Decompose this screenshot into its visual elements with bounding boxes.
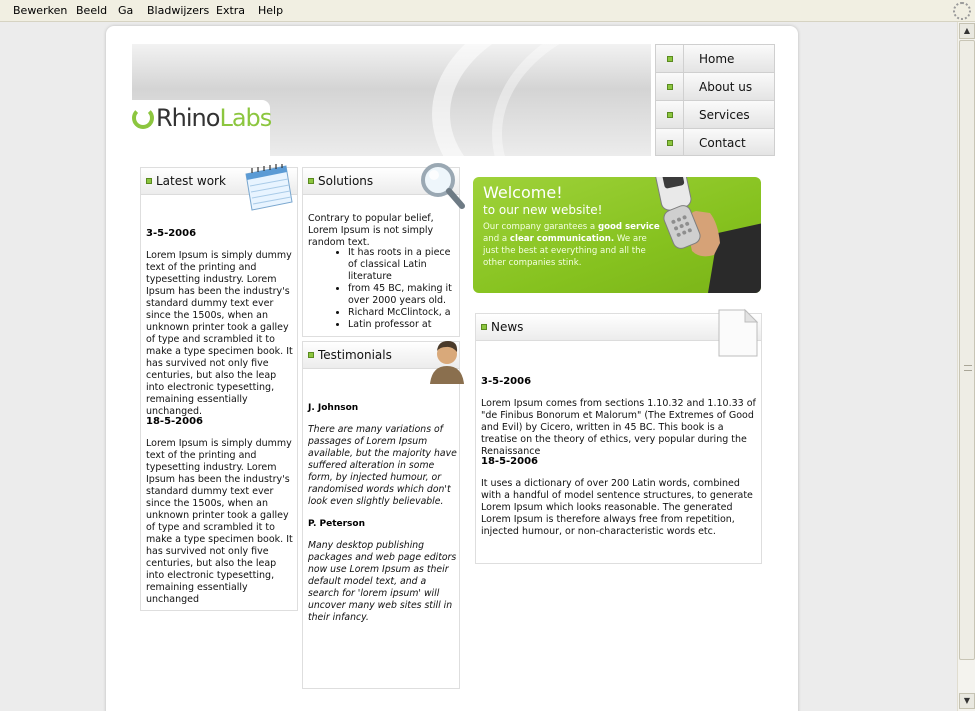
latest-work-text: Lorem Ipsum is simply dummy text of the printing and typesetting industry. Lorem Ipsum has been the industry's standard dummy text ever since the 1500s, when an unknown printer took a galley of type and scrambled it to make a type specimen book. It has survived not only five centuries, but also the leap into electronic typesetting, remaining essentially unchanged [146,438,293,605]
news-text: It uses a dictionary of over 200 Latin words, combined with a handful of model sentence structures, to generate Lorem Ipsum which looks reasonable. The generated Lorem Ipsum is therefore always free from repetition, injected humour, or non-characteristic words etc. [481,478,753,537]
box-bullet-icon [308,178,314,184]
logo-ring-icon [132,107,154,129]
testimonials-box [302,341,460,689]
nav-label: Home [699,52,735,66]
latest-work-title: Latest work [156,174,226,188]
testimonial-quote: There are many variations of passages of Lorem Ipsum available, but the majority have suffered alteration in some form, by injected humour, or randomised words which don't look even slightly believable. [308,424,457,507]
magnifier-icon [418,160,466,210]
menu-bewerken[interactable]: Bewerken [13,4,68,17]
main-nav [655,44,775,156]
news-date: 18-5-2006 [481,456,539,467]
logo[interactable] [156,104,271,132]
logo-labs: Labs [219,104,272,132]
person-icon [426,336,468,386]
nav-item-services[interactable] [655,100,775,128]
nav-bullet-icon [656,101,684,128]
nav-bullet-icon [656,45,684,72]
menu-bladwijzers[interactable]: Bladwijzers [147,4,210,17]
welcome-bold-part: clear communication. [509,234,615,244]
testimonials-title: Testimonials [318,348,392,362]
browser-menubar [0,0,975,22]
grip-icon [964,365,972,371]
logo-rhino: Rhino [156,104,220,132]
scroll-down-button[interactable]: ▼ [959,693,975,709]
welcome-text [483,221,663,269]
nav-bullet-icon [656,73,684,100]
vertical-scrollbar[interactable] [957,22,975,711]
box-bullet-icon [308,352,314,358]
latest-work-box [140,167,298,611]
welcome-text-part: We are just the best at everything and all the other companies stink. [483,234,647,268]
list-item: • Richard McClintock, a [348,307,458,319]
paper-icon [717,308,759,358]
scroll-thumb[interactable] [959,40,975,660]
scroll-up-button[interactable]: ▲ [959,23,975,39]
latest-work-text: Lorem Ipsum is simply dummy text of the printing and typesetting industry. Lorem Ipsum has been the industry's standard dummy text ever since the 1500s, when an unknown printer took a galley of type and scrambled it to make a type specimen book. It has survived not only five centuries, but also the leap into electronic typesetting, remaining essentially unchanged. [146,250,293,417]
notepad-icon [240,164,294,212]
latest-work-date: 3-5-2006 [146,228,197,239]
solutions-intro: Contrary to popular belief, Lorem Ipsum is not simply random text. [308,213,434,248]
nav-item-about[interactable] [655,72,775,100]
nav-bullet-icon [656,129,684,156]
welcome-text-part: Our company garantees a [483,222,598,232]
welcome-banner [473,177,761,293]
testimonial-name: J. Johnson [308,403,359,413]
nav-label: Services [699,108,750,122]
welcome-bold-part: good service [597,222,660,232]
box-bullet-icon [146,178,152,184]
news-text: Lorem Ipsum comes from sections 1.10.32 and 1.10.33 of "de Finibus Bonorum et Malorum" (The Extremes of Good and Evil) by Cicero, written in 45 BC. This book is a treatise on the theory of ethics, very popular during the Renaissance [481,398,756,457]
nav-item-contact[interactable] [655,128,775,156]
phone-image [648,177,761,293]
nav-label: Contact [699,136,746,150]
solutions-title: Solutions [318,174,374,188]
box-bullet-icon [481,324,487,330]
welcome-subheading: to our new website! [483,203,603,217]
testimonial-quote: Many desktop publishing packages and web page editors now use Lorem Ipsum as their default model text, and a search for 'lorem ipsum' will uncover many web sites still in their infancy. [308,540,457,623]
menu-help[interactable]: Help [258,4,284,17]
solutions-list [334,247,458,331]
menu-extra[interactable]: Extra [216,4,246,17]
welcome-heading: Welcome! [483,183,563,202]
menu-beeld[interactable]: Beeld [76,4,108,17]
throbber-icon [953,2,971,20]
list-item: • It has roots in a piece of classical Latin literature [348,247,458,283]
testimonial-name: P. Peterson [308,519,365,529]
nav-label: About us [699,80,753,94]
latest-work-date: 18-5-2006 [146,416,204,427]
list-item: • Latin professor at [348,319,458,331]
news-title: News [491,320,524,334]
header-banner [132,44,651,156]
list-item: • from 45 BC, making it over 2000 years old. [348,283,458,307]
nav-item-home[interactable] [655,44,775,72]
welcome-text-part: and a [483,234,510,244]
news-date: 3-5-2006 [481,376,532,387]
menu-ga[interactable]: Ga [118,4,134,17]
